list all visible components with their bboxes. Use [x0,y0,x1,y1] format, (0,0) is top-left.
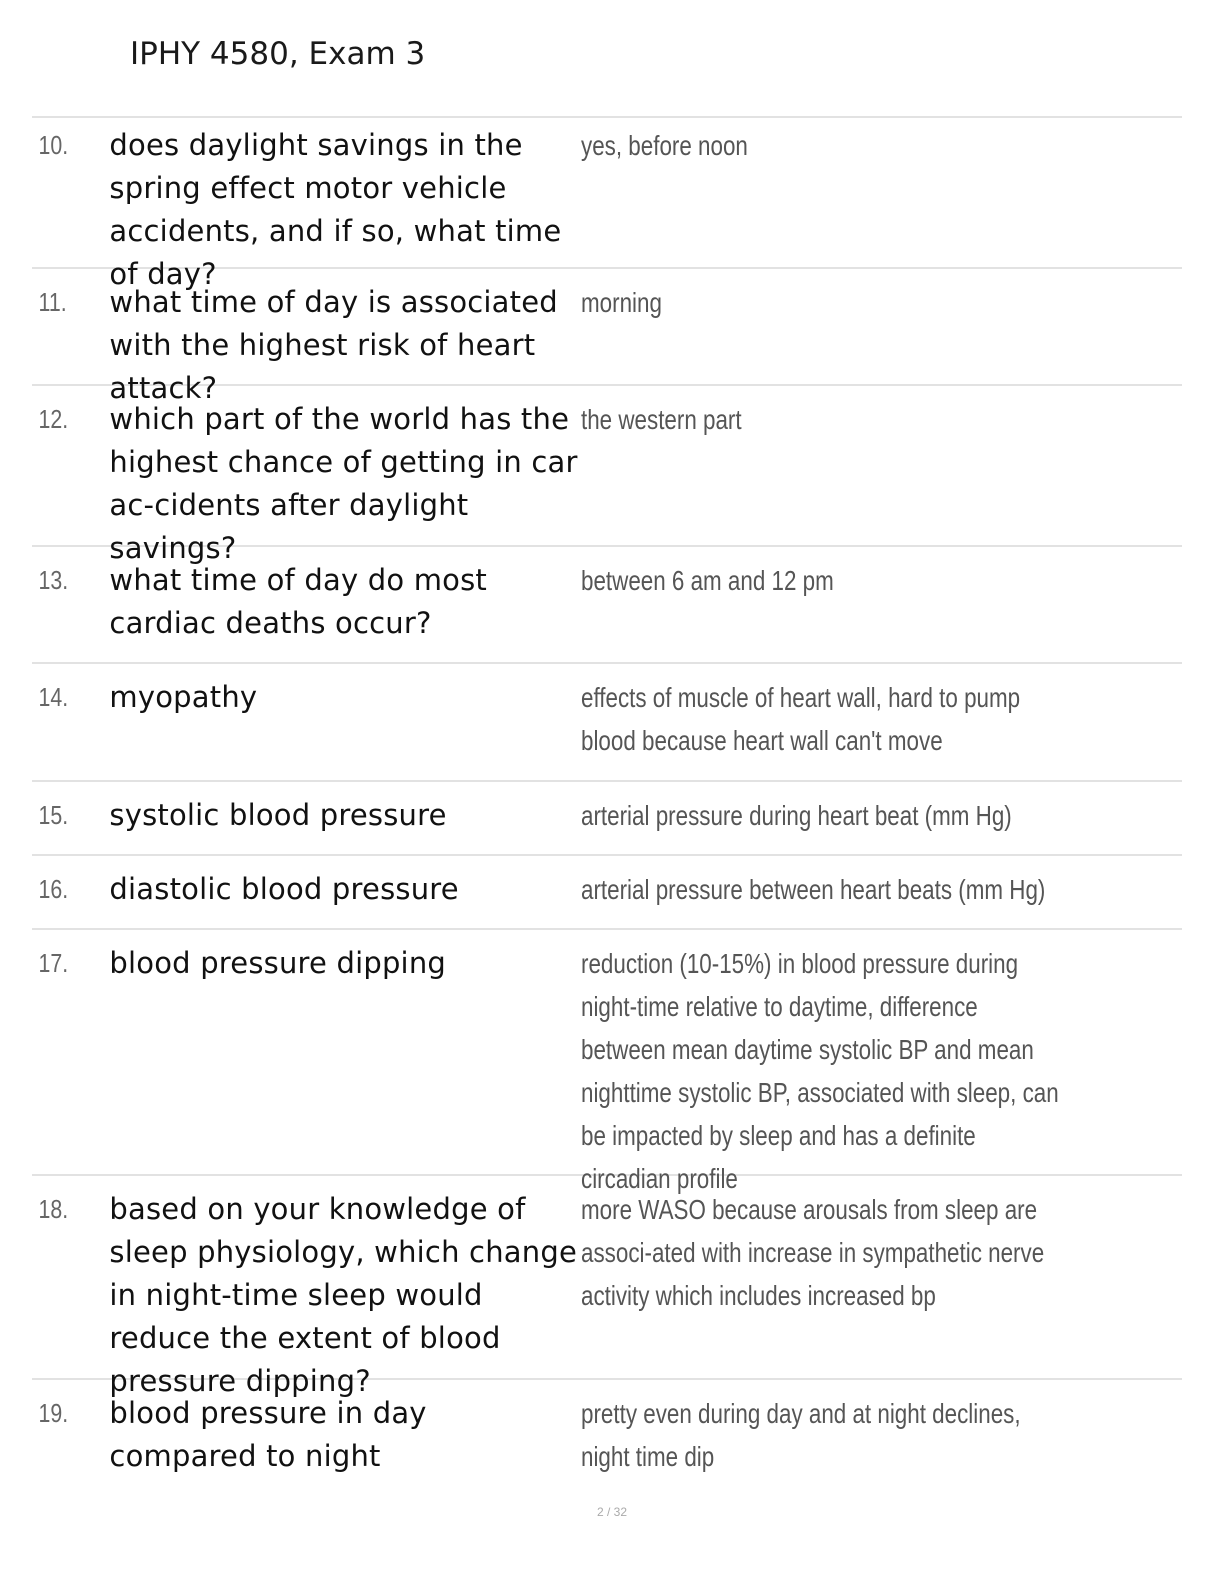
card-definition: effects of muscle of heart wall, hard to pump blood because heart wall can't move [581,682,1021,756]
card-number: 14. [38,682,69,712]
card-row [32,267,1182,405]
card-definition: pretty even during day and at night declines, night time dip [581,1398,1021,1472]
flashcard-list [32,116,1182,1488]
card-definition: reduction (10-15%) in blood pressure during night-time relative to daytime, difference between mean daytime systolic BP and mean nighttime systolic BP, associated with sleep, can be impacted by sleep and has a definite circadian profile [581,948,1059,1194]
card-row [32,545,1182,662]
card-row [32,854,1182,928]
card-row [32,662,1182,780]
card-definition: morning [581,287,663,318]
card-definition: between 6 am and 12 pm [581,565,834,596]
card-row [32,1174,1182,1398]
card-definition: arterial pressure between heart beats (mm Hg) [581,874,1046,905]
card-row [32,116,1182,291]
card-number: 17. [38,948,69,978]
card-number: 18. [38,1194,69,1224]
card-term: blood pressure in day compared to night [109,1396,427,1473]
card-term: myopathy [109,680,258,714]
card-row [32,384,1182,565]
card-number: 12. [38,404,69,434]
card-row [32,928,1182,1194]
card-number: 10. [38,130,69,160]
card-term: what time of day do most cardiac deaths occur? [109,563,487,640]
card-term: systolic blood pressure [109,798,447,832]
card-number: 19. [38,1398,69,1428]
card-number: 15. [38,800,69,830]
card-term: which part of the world has the highest chance of getting in car ac-cidents after daylight savings? [109,402,578,565]
card-definition: arterial pressure during heart beat (mm Hg) [581,800,1012,831]
card-term: diastolic blood pressure [109,872,459,906]
page-number: 2 / 32 [596,1505,628,1519]
card-term: does daylight savings in the spring effect motor vehicle accidents, and if so, what time of day? [109,128,562,291]
card-number: 11. [38,287,67,317]
card-row [32,780,1182,854]
card-definition: yes, before noon [581,130,749,161]
card-term: based on your knowledge of sleep physiology, which change in night-time sleep would reduce the extent of blood pressure dipping? [109,1192,577,1398]
card-term: blood pressure dipping [109,946,447,980]
page-title: IPHY 4580, Exam 3 [130,36,426,72]
card-row [32,1378,1182,1488]
card-number: 13. [38,565,69,595]
card-term: what time of day is associated with the highest risk of heart attack? [109,285,558,405]
card-number: 16. [38,874,69,904]
card-definition: the western part [581,404,742,435]
card-definition: more WASO because arousals from sleep are associ-ated with increase in sympathetic nerve activity which includes increased bp [581,1194,1045,1311]
